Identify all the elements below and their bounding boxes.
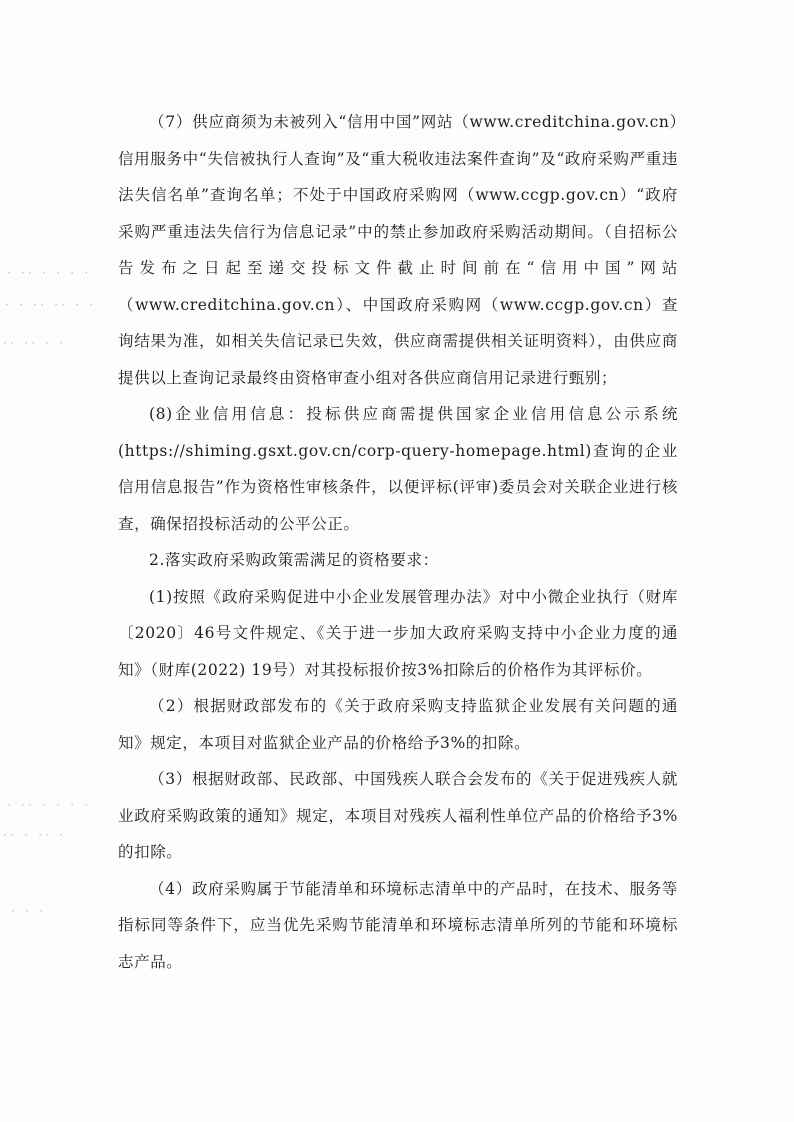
paragraph-policy-4: （4）政府采购属于节能清单和环境标志清单中的产品时，在技术、服务等指标同等条件下，应当优先采购节能清单和环境标志清单所列的节能和环境标志产品。 xyxy=(118,879,678,971)
scan-artifact: · · ·· ·· · · xyxy=(4,300,96,311)
paragraph-policy-3: （3）根据财政部、民政部、中国残疾人联合会发布的《关于促进残疾人就业政府采购政策的通知》规定，本项目对残疾人福利性单位产品的价格给予3%的扣除。 xyxy=(118,770,678,861)
scan-artifact: ·· ·· · · xyxy=(2,338,66,349)
paragraph-policy-2: （2）根据财政部发布的《关于政府采购支持监狱企业发展有关问题的通知》规定，本项目对监狱企业产品的价格给予3%的扣除。 xyxy=(118,697,678,752)
scan-artifact: · ·· · · · · xyxy=(6,800,91,811)
scan-artifact: · · · xyxy=(10,906,46,917)
paragraph-policy-1: (1)按照《政府采购促进中小企业发展管理办法》对中小微企业执行（财库〔2020〕46号文件规定、《关于进一步加大政府采购支持中小企业力度的通知》（财库(2022) 19号）对其投标报价按3%扣除后的价格作为其评标价。 xyxy=(118,587,678,679)
document-body xyxy=(118,104,678,980)
paragraph-item-7: （7）供应商须为未被列入“信用中国”网站（www.creditchina.gov.cn）信用服务中“失信被执行人查询”及“重大税收违法案件查询”及“政府采购严重违法失信名单”查询名单；不处于中国政府采购网（www.ccgp.gov.cn）“政府采购严重违法失信行为信息记录”中的禁止参加政府采购活动期间。（自招标公告发布之日起至递交投标文件截止时间前在“信用中国”网站（www.creditchina.gov.cn）、中国政府采购网（www.ccgp.gov.cn）查询结果为准，如相关失信记录已失效，供应商需提供相关证明资料），由供应商提供以上查询记录最终由资格审查小组对各供应商信用记录进行甄别； xyxy=(118,113,678,387)
scan-artifact: ·· · ·· · xyxy=(2,830,66,841)
scan-artifact: · ·· · · · · xyxy=(6,268,91,279)
paragraph-item-8: (8)企业信用信息：投标供应商需提供国家企业信用信息公示系统(https://shiming.gsxt.gov.cn/corp-query-homepage.html)查询的企业信用信息报告”作为资格性审核条件，以便评标(评审)委员会对关联企业进行核查，确保招投标活动的公平公正。 xyxy=(118,405,678,533)
paragraph-section-2-heading: 2.落实政府采购政策需满足的资格要求： xyxy=(149,551,439,569)
